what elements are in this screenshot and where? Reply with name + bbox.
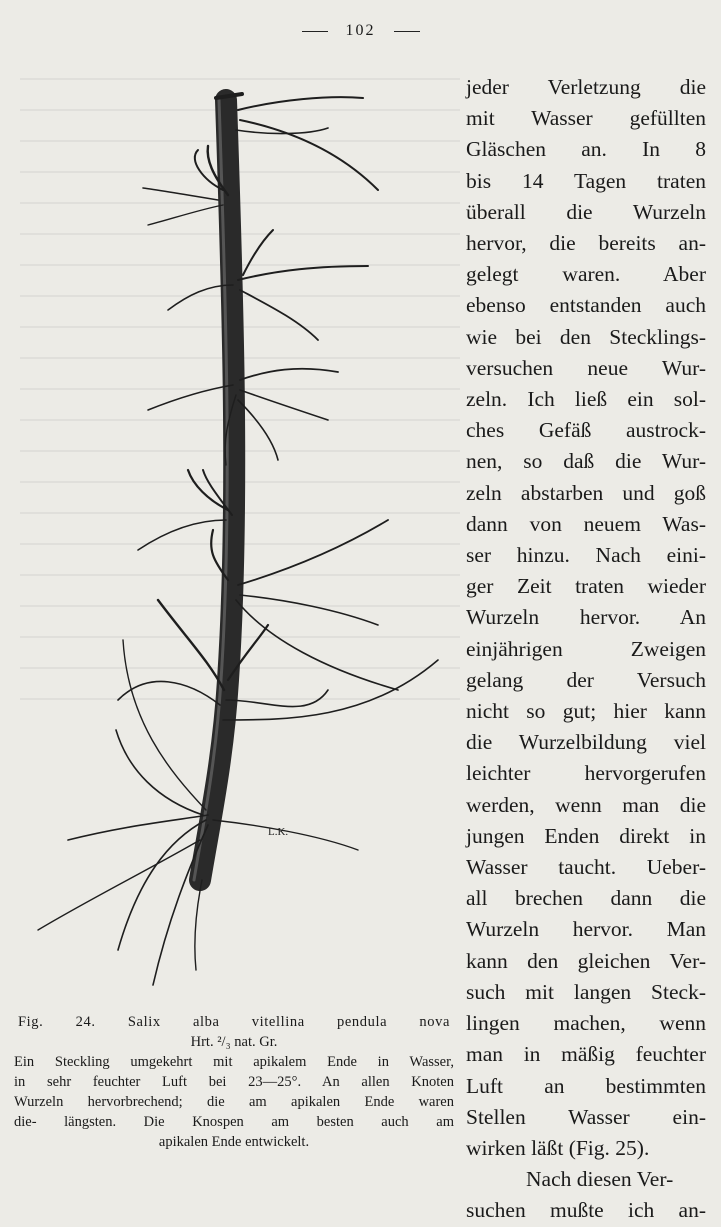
body-line: bis 14 Tagen traten	[466, 168, 706, 193]
body-line: wie bei den Stecklings-	[466, 324, 706, 349]
body-line: such mit langen Steck-	[466, 979, 706, 1004]
body-line: ches Gefäß austrock-	[466, 418, 706, 443]
body-line: nen, so daß die Wur-	[466, 449, 706, 474]
body-line: lingen machen, wenn	[466, 1011, 706, 1036]
body-line: nicht so gut; hier kann	[466, 699, 706, 724]
willow-cutting-illustration	[28, 80, 458, 1000]
body-line: mit Wasser gefüllten	[466, 106, 706, 131]
body-line: wirken läßt (Fig. 25).	[466, 1135, 650, 1160]
body-line: versuchen neue Wur-	[466, 355, 706, 380]
body-line: überall die Wurzeln	[466, 199, 706, 224]
caption-line-1: Ein Steckling umgekehrt mit apikalem Ende in Wasser,	[14, 1054, 454, 1070]
header-dash-right	[394, 31, 420, 32]
body-line: zeln. Ich ließ ein sol-	[466, 387, 706, 412]
body-line: kann den gleichen Ver-	[466, 948, 706, 973]
caption-line-2: in sehr feuchter Luft bei 23—25°. An allen Knoten	[14, 1074, 454, 1090]
body-line: jungen Enden direkt in	[466, 823, 706, 848]
body-line: Stellen Wasser ein-	[466, 1104, 706, 1129]
body-line: ser hinzu. Nach eini-	[466, 543, 706, 568]
header-dash-left	[302, 31, 328, 32]
page-header	[0, 22, 721, 40]
caption-title-cont: Hrt. ²/₃ nat. Gr.	[190, 1034, 278, 1050]
body-line: Wurzeln hervor. An	[466, 605, 706, 630]
body-line: werden, wenn man die	[466, 792, 706, 817]
body-line: man in mäßig feuchter	[466, 1042, 706, 1067]
body-line: Luft an bestimmten	[466, 1073, 706, 1098]
body-line: gelang der Versuch	[466, 667, 706, 692]
body-line: ger Zeit traten wieder	[466, 574, 706, 599]
artist-mark: L.K.	[268, 826, 289, 838]
body-line: jeder Verletzung die	[466, 75, 706, 99]
caption-line-4: die- längsten. Die Knospen am besten auch am	[14, 1114, 454, 1130]
body-line: die Wurzelbildung viel	[466, 730, 706, 755]
figure-willow-cutting	[28, 80, 458, 1000]
caption-title: Fig. 24. Salix alba vitellina pendula nova	[18, 1014, 450, 1030]
caption-line-3: Wurzeln hervorbrechend; die am apikalen Ende waren	[14, 1094, 454, 1110]
caption-line-5: apikalen Ende entwickelt.	[158, 1134, 310, 1150]
body-line: Wurzeln hervor. Man	[466, 917, 706, 942]
body-line: Gläschen an. In 8	[466, 137, 706, 162]
figure-caption	[14, 1012, 454, 1152]
body-line: gelegt waren. Aber	[466, 262, 706, 287]
body-line: dann von neuem Was-	[466, 511, 706, 536]
body-line: zeln abstarben und goß	[466, 480, 706, 505]
body-line: einjährigen Zweigen	[466, 636, 706, 661]
body-text-column	[466, 72, 706, 1227]
page-number: 102	[345, 22, 376, 39]
body-line: ebenso entstanden auch	[466, 293, 706, 318]
body-line: all brechen dann die	[466, 886, 706, 911]
paragraph-2-line-2: suchen mußte ich an-	[466, 1198, 706, 1223]
body-line: Wasser taucht. Ueber-	[466, 855, 706, 880]
body-line: leichter hervorgerufen	[466, 761, 706, 786]
paragraph-2-line-1: Nach diesen Ver-	[526, 1167, 674, 1192]
body-line: hervor, die bereits an-	[466, 231, 706, 256]
